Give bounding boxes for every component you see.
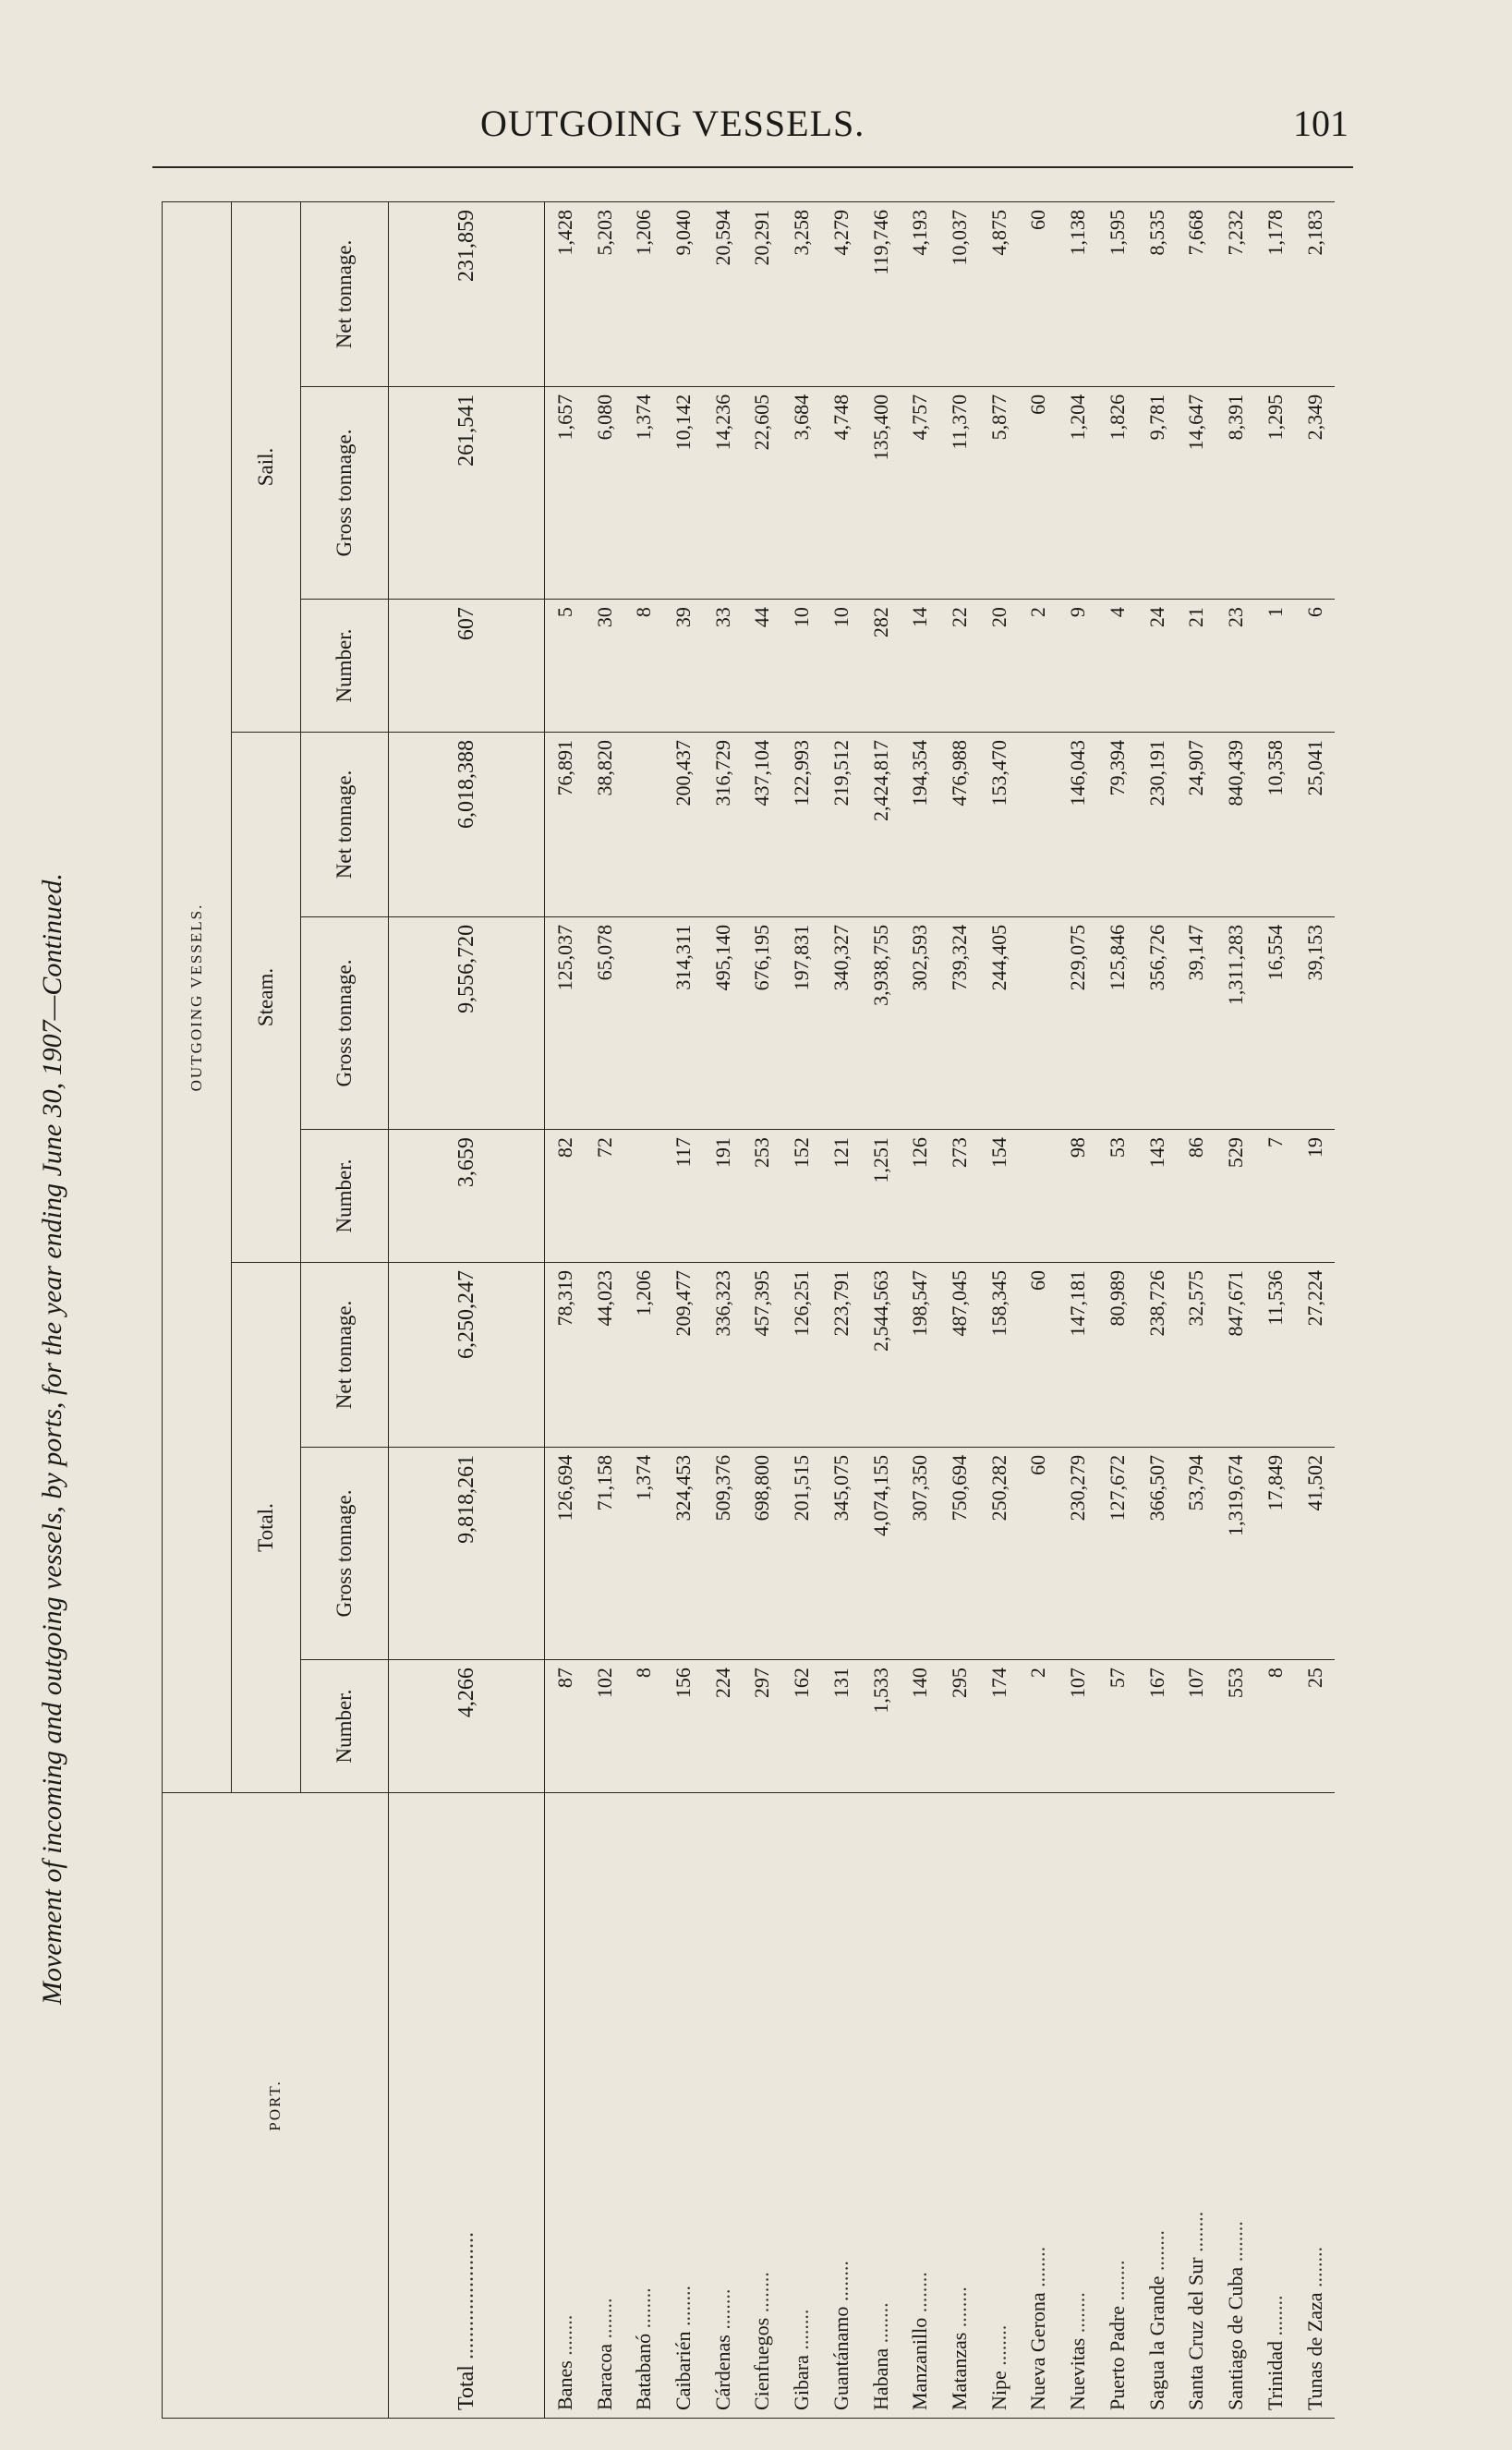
- table-cell: 6: [1295, 600, 1335, 733]
- table-cell: 191: [703, 1130, 743, 1263]
- table-cell: 10,142: [664, 386, 704, 599]
- section-header-sail: Sail.: [232, 202, 301, 733]
- port-name: Matanzas: [948, 2332, 972, 2410]
- table-row: [1019, 202, 1058, 2419]
- table-cell: 167: [1137, 1660, 1177, 1793]
- table-cell: 487,045: [940, 1263, 980, 1448]
- table-cell: 3,258: [782, 202, 822, 387]
- table-cell: 295: [940, 1660, 980, 1793]
- port-cell: [743, 1793, 782, 2419]
- table-cell: 20: [979, 600, 1019, 733]
- table-cell: 297: [743, 1660, 782, 1793]
- table-cell: 21: [1177, 600, 1216, 733]
- table-cell: [624, 733, 664, 917]
- leader-dots: ........: [552, 2314, 576, 2361]
- table-title: Movement of incoming and outgoing vessels, by ports, for the year ending June 30, 1907—Continued.: [37, 873, 67, 2005]
- table-cell: 30: [585, 600, 624, 733]
- table-cell: 2,544,563: [861, 1263, 901, 1448]
- section-header-total: Total.: [232, 1263, 301, 1793]
- table-cell: 20,291: [743, 202, 782, 387]
- leader-dots: ........: [1105, 2260, 1129, 2306]
- table-cell: 53: [1098, 1130, 1138, 1263]
- table-cell: 847,671: [1216, 1263, 1256, 1448]
- table-row: [624, 202, 664, 2419]
- port-cell: [703, 1793, 743, 2419]
- table-cell: 14: [901, 600, 940, 733]
- table-row: [1255, 202, 1295, 2419]
- table-row: [901, 202, 940, 2419]
- port-name: Caibarién: [671, 2331, 696, 2410]
- table-cell: 10,358: [1255, 733, 1295, 917]
- table-cell: 553: [1216, 1660, 1256, 1793]
- leader-dots: ........: [1144, 2230, 1168, 2276]
- total-cell: 6,018,388: [389, 733, 545, 917]
- port-name: Puerto Padre: [1105, 2305, 1129, 2410]
- table-cell: 840,439: [1216, 733, 1256, 917]
- port-column-header: PORT.: [163, 1793, 389, 2419]
- table-cell: 1,251: [861, 1130, 901, 1263]
- total-cell: 6,250,247: [389, 1263, 545, 1448]
- table-cell: 2,424,817: [861, 733, 901, 917]
- table-cell: 476,988: [940, 733, 980, 917]
- table-cell: 316,729: [703, 733, 743, 917]
- total-cell: 9,556,720: [389, 916, 545, 1129]
- table-cell: 38,820: [585, 733, 624, 917]
- port-name: Habana: [868, 2347, 892, 2410]
- port-name: Baracoa: [592, 2343, 616, 2410]
- leader-dots: ........: [790, 2309, 814, 2356]
- table-cell: [1019, 1130, 1058, 1263]
- rotated-table-wrapper: [162, 201, 1335, 2419]
- table-cell: 17,849: [1255, 1447, 1295, 1659]
- table-cell: 60: [1019, 1263, 1058, 1448]
- table-cell: 10: [782, 600, 822, 733]
- port-cell: [940, 1793, 980, 2419]
- table-cell: 2,183: [1295, 202, 1335, 387]
- table-cell: 437,104: [743, 733, 782, 917]
- table-cell: 22,605: [743, 386, 782, 599]
- table-cell: 201,515: [782, 1447, 822, 1659]
- table-cell: 1,595: [1098, 202, 1138, 387]
- table-cell: 1,428: [545, 202, 586, 387]
- table-cell: 2: [1019, 1660, 1058, 1793]
- table-cell: 3,684: [782, 386, 822, 599]
- table-cell: 125,846: [1098, 916, 1138, 1129]
- table-cell: 1,826: [1098, 386, 1138, 599]
- table-row: [545, 202, 586, 2419]
- table-cell: 25,041: [1295, 733, 1335, 917]
- table-cell: 11,536: [1255, 1263, 1295, 1448]
- table-cell: 72: [585, 1130, 624, 1263]
- port-name: Nueva Gerona: [1026, 2292, 1050, 2410]
- table-cell: 314,311: [664, 916, 704, 1129]
- table-cell: 4,074,155: [861, 1447, 901, 1659]
- table-cell: 9,040: [664, 202, 704, 387]
- table-cell: 4,757: [901, 386, 940, 599]
- table-cell: 39,153: [1295, 916, 1335, 1129]
- total-cell: 4,266: [389, 1660, 545, 1793]
- leader-dots: ........: [592, 2298, 616, 2344]
- table-cell: 8,391: [1216, 386, 1256, 599]
- table-cell: 16,554: [1255, 916, 1295, 1129]
- table-cell: 739,324: [940, 916, 980, 1129]
- table-cell: 324,453: [664, 1447, 704, 1659]
- port-cell: [822, 1793, 862, 2419]
- table-cell: 4,193: [901, 202, 940, 387]
- port-cell: [979, 1793, 1019, 2419]
- table-cell: 14,647: [1177, 386, 1216, 599]
- table-cell: [1019, 916, 1058, 1129]
- table-cell: 8: [624, 600, 664, 733]
- port-name: Nipe: [986, 2371, 1010, 2410]
- table-cell: 27,224: [1295, 1263, 1335, 1448]
- port-name: Banes: [552, 2360, 576, 2410]
- column-header: Gross tonnage.: [301, 916, 389, 1129]
- table-row: [782, 202, 822, 2419]
- port-name: Cienfuegos: [750, 2317, 774, 2410]
- table-cell: 152: [782, 1130, 822, 1263]
- leader-dots: ........: [908, 2272, 932, 2318]
- total-cell: 607: [389, 600, 545, 733]
- port-cell: [901, 1793, 940, 2419]
- table-cell: 44,023: [585, 1263, 624, 1448]
- port-name: Tunas de Zaza: [1302, 2292, 1326, 2410]
- table-cell: 7,232: [1216, 202, 1256, 387]
- table-cell: 9: [1058, 600, 1098, 733]
- table-cell: 5,203: [585, 202, 624, 387]
- table-row: [664, 202, 704, 2419]
- port-name: Sagua la Grande: [1144, 2275, 1168, 2410]
- table-cell: 4: [1098, 600, 1138, 733]
- table-cell: [624, 1130, 664, 1263]
- table-cell: 53,794: [1177, 1447, 1216, 1659]
- table-cell: 1,319,674: [1216, 1447, 1256, 1659]
- table-row: [1216, 202, 1256, 2419]
- table-cell: 2: [1019, 600, 1058, 733]
- table-cell: 7: [1255, 1130, 1295, 1263]
- table-cell: 60: [1019, 386, 1058, 599]
- table-cell: 495,140: [703, 916, 743, 1129]
- table-cell: 127,672: [1098, 1447, 1138, 1659]
- total-cell: 9,818,261: [389, 1447, 545, 1659]
- table-cell: 33: [703, 600, 743, 733]
- column-header: Net tonnage.: [301, 1263, 389, 1448]
- leader-dots: ........: [710, 2288, 734, 2335]
- total-label: Total: [454, 2365, 478, 2410]
- table-cell: 162: [782, 1660, 822, 1793]
- table-row: [1098, 202, 1138, 2419]
- port-name: Gibara: [790, 2355, 814, 2410]
- column-header: Number.: [301, 600, 389, 733]
- leader-dots: ........: [1066, 2292, 1090, 2338]
- table-cell: 65,078: [585, 916, 624, 1129]
- table-cell: 57: [1098, 1660, 1138, 1793]
- table-cell: 750,694: [940, 1447, 980, 1659]
- table-cell: 223,791: [822, 1263, 862, 1448]
- table-cell: 8: [624, 1660, 664, 1793]
- column-header: Net tonnage.: [301, 733, 389, 917]
- port-cell: [1216, 1793, 1256, 2419]
- running-title: OUTGOING VESSELS.: [480, 103, 865, 144]
- table-cell: 131: [822, 1660, 862, 1793]
- port-cell: [1295, 1793, 1335, 2419]
- port-name: Trinidad: [1263, 2341, 1287, 2410]
- table-cell: 8,535: [1137, 202, 1177, 387]
- table-row: [940, 202, 980, 2419]
- table-cell: 174: [979, 1660, 1019, 1793]
- table-cell: 4,279: [822, 202, 862, 387]
- port-name: Cárdenas: [710, 2335, 734, 2410]
- total-label-cell: [389, 1793, 545, 2419]
- table-cell: 107: [1058, 1660, 1098, 1793]
- table-cell: 307,350: [901, 1447, 940, 1659]
- table-cell: 39: [664, 600, 704, 733]
- table-cell: 154: [979, 1130, 1019, 1263]
- table-cell: 76,891: [545, 733, 586, 917]
- table-cell: 10,037: [940, 202, 980, 387]
- table-row: [822, 202, 862, 2419]
- port-cell: [545, 1793, 586, 2419]
- table-row: [585, 202, 624, 2419]
- table-cell: 229,075: [1058, 916, 1098, 1129]
- table-cell: 1,206: [624, 202, 664, 387]
- table-cell: 250,282: [979, 1447, 1019, 1659]
- table-cell: 22: [940, 600, 980, 733]
- table-cell: 11,370: [940, 386, 980, 599]
- table-cell: 10: [822, 600, 862, 733]
- table-cell: 1,657: [545, 386, 586, 599]
- leader-dots: ........: [632, 2287, 656, 2334]
- table-cell: 198,547: [901, 1263, 940, 1448]
- leader-dots: ........: [1224, 2221, 1248, 2267]
- table-cell: 19: [1295, 1130, 1335, 1263]
- table-cell: [1019, 733, 1058, 917]
- outgoing-group-header: OUTGOING VESSELS.: [163, 202, 232, 1793]
- table-cell: 71,158: [585, 1447, 624, 1659]
- table-cell: 457,395: [743, 1263, 782, 1448]
- port-cell: [1255, 1793, 1295, 2419]
- header-rule: [152, 166, 1353, 168]
- leader-dots: ........: [1026, 2246, 1050, 2293]
- table-cell: 197,831: [782, 916, 822, 1129]
- table-cell: 253: [743, 1130, 782, 1263]
- table-cell: 122,993: [782, 733, 822, 917]
- table-cell: 60: [1019, 1447, 1058, 1659]
- table-cell: 4,748: [822, 386, 862, 599]
- column-header: Gross tonnage.: [301, 1447, 389, 1659]
- table-cell: 273: [940, 1130, 980, 1263]
- port-cell: [1098, 1793, 1138, 2419]
- port-name: Santa Cruz del Sur: [1184, 2257, 1208, 2410]
- table-cell: 20,594: [703, 202, 743, 387]
- table-cell: 2,349: [1295, 386, 1335, 599]
- port-cell: [782, 1793, 822, 2419]
- table-cell: 146,043: [1058, 733, 1098, 917]
- leader-dots: ........: [1184, 2211, 1208, 2258]
- port-cell: [585, 1793, 624, 2419]
- table-cell: 209,477: [664, 1263, 704, 1448]
- leader-dots: .......................: [454, 2232, 478, 2366]
- leader-dots: ........: [671, 2285, 696, 2332]
- column-header: Number.: [301, 1130, 389, 1263]
- table-cell: 126,694: [545, 1447, 586, 1659]
- port-name: Santiago de Cuba: [1224, 2266, 1248, 2410]
- table-cell: 238,726: [1137, 1263, 1177, 1448]
- table-cell: 356,726: [1137, 916, 1177, 1129]
- table-row: [1177, 202, 1216, 2419]
- table-cell: 60: [1019, 202, 1058, 387]
- table-cell: 219,512: [822, 733, 862, 917]
- table-cell: 1: [1255, 600, 1295, 733]
- table-cell: 153,470: [979, 733, 1019, 917]
- table-cell: 7,668: [1177, 202, 1216, 387]
- table-row: [979, 202, 1019, 2419]
- port-cell: [1177, 1793, 1216, 2419]
- table-cell: 1,138: [1058, 202, 1098, 387]
- table-row: [1137, 202, 1177, 2419]
- table-cell: 107: [1177, 1660, 1216, 1793]
- column-header: Number.: [301, 1660, 389, 1793]
- leader-dots: ........: [1263, 2295, 1287, 2342]
- table-cell: 194,354: [901, 733, 940, 917]
- table-cell: 224: [703, 1660, 743, 1793]
- port-cell: [1137, 1793, 1177, 2419]
- table-cell: 102: [585, 1660, 624, 1793]
- table-cell: 147,181: [1058, 1263, 1098, 1448]
- table-row: [743, 202, 782, 2419]
- table-cell: 282: [861, 600, 901, 733]
- table-cell: 1,295: [1255, 386, 1295, 599]
- table-cell: 340,327: [822, 916, 862, 1129]
- table-cell: 5: [545, 600, 586, 733]
- table-cell: 1,533: [861, 1660, 901, 1793]
- port-name: Nuevitas: [1066, 2337, 1090, 2410]
- table-cell: [624, 916, 664, 1129]
- table-cell: 24,907: [1177, 733, 1216, 917]
- table-cell: 244,405: [979, 916, 1019, 1129]
- table-cell: 698,800: [743, 1447, 782, 1659]
- port-name: Manzanillo: [908, 2317, 932, 2410]
- column-header: Net tonnage.: [301, 202, 389, 387]
- leader-dots: ........: [1302, 2247, 1326, 2293]
- table-cell: 6,080: [585, 386, 624, 599]
- total-cell: 231,859: [389, 202, 545, 387]
- table-cell: 24: [1137, 600, 1177, 733]
- table-cell: 230,191: [1137, 733, 1177, 917]
- table-cell: 156: [664, 1660, 704, 1793]
- page-header: [0, 92, 1512, 157]
- table-row: [1295, 202, 1335, 2419]
- table-cell: 44: [743, 600, 782, 733]
- port-cell: [1019, 1793, 1058, 2419]
- table-cell: 1,204: [1058, 386, 1098, 599]
- table-cell: 509,376: [703, 1447, 743, 1659]
- page-number: 101: [1293, 103, 1349, 144]
- table-cell: 125,037: [545, 916, 586, 1129]
- table-cell: 345,075: [822, 1447, 862, 1659]
- column-header: Gross tonnage.: [301, 386, 389, 599]
- table-cell: 366,507: [1137, 1447, 1177, 1659]
- total-row: [389, 202, 545, 2419]
- table-body: [389, 202, 1336, 2419]
- table-row: [703, 202, 743, 2419]
- table-cell: 87: [545, 1660, 586, 1793]
- leader-dots: ........: [829, 2261, 853, 2307]
- table-cell: 119,746: [861, 202, 901, 387]
- table-cell: 336,323: [703, 1263, 743, 1448]
- section-header-steam: Steam.: [232, 733, 301, 1263]
- table-cell: 25: [1295, 1660, 1335, 1793]
- total-cell: 3,659: [389, 1130, 545, 1263]
- vessel-statistics-table: [162, 201, 1335, 2419]
- table-cell: 676,195: [743, 916, 782, 1129]
- table-cell: 78,319: [545, 1263, 586, 1448]
- table-cell: 1,178: [1255, 202, 1295, 387]
- port-cell: [624, 1793, 664, 2419]
- table-cell: 143: [1137, 1130, 1177, 1263]
- table-cell: 1,374: [624, 386, 664, 599]
- table-cell: 23: [1216, 600, 1256, 733]
- table-cell: 529: [1216, 1130, 1256, 1263]
- table-cell: 135,400: [861, 386, 901, 599]
- table-cell: 302,593: [901, 916, 940, 1129]
- group-header-row: [163, 202, 232, 2419]
- port-cell: [861, 1793, 901, 2419]
- table-cell: 5,877: [979, 386, 1019, 599]
- port-name: Batabanó: [632, 2333, 656, 2410]
- table-cell: 79,394: [1098, 733, 1138, 917]
- table-cell: 41,502: [1295, 1447, 1335, 1659]
- table-cell: 1,206: [624, 1263, 664, 1448]
- table-cell: 230,279: [1058, 1447, 1098, 1659]
- leader-dots: ........: [948, 2286, 972, 2333]
- table-cell: 80,989: [1098, 1263, 1138, 1448]
- table-cell: 140: [901, 1660, 940, 1793]
- table-row: [861, 202, 901, 2419]
- table-cell: 32,575: [1177, 1263, 1216, 1448]
- table-cell: 8: [1255, 1660, 1295, 1793]
- table-cell: 82: [545, 1130, 586, 1263]
- table-cell: 86: [1177, 1130, 1216, 1263]
- port-name: Guantánamo: [829, 2306, 853, 2410]
- table-cell: 200,437: [664, 733, 704, 917]
- table-cell: 9,781: [1137, 386, 1177, 599]
- table-cell: 117: [664, 1130, 704, 1263]
- port-cell: [1058, 1793, 1098, 2419]
- table-cell: 158,345: [979, 1263, 1019, 1448]
- table-cell: 14,236: [703, 386, 743, 599]
- table-cell: 121: [822, 1130, 862, 1263]
- table-cell: 126: [901, 1130, 940, 1263]
- table-cell: 98: [1058, 1130, 1098, 1263]
- table-cell: 1,374: [624, 1447, 664, 1659]
- port-cell: [664, 1793, 704, 2419]
- table-cell: 4,875: [979, 202, 1019, 387]
- table-cell: 126,251: [782, 1263, 822, 1448]
- total-cell: 261,541: [389, 386, 545, 599]
- leader-dots: ........: [868, 2302, 892, 2348]
- leader-dots: ........: [750, 2272, 774, 2318]
- table-cell: 3,938,755: [861, 916, 901, 1129]
- table-row: [1058, 202, 1098, 2419]
- leader-dots: ........: [986, 2324, 1010, 2371]
- table-cell: 39,147: [1177, 916, 1216, 1129]
- table-cell: 1,311,283: [1216, 916, 1256, 1129]
